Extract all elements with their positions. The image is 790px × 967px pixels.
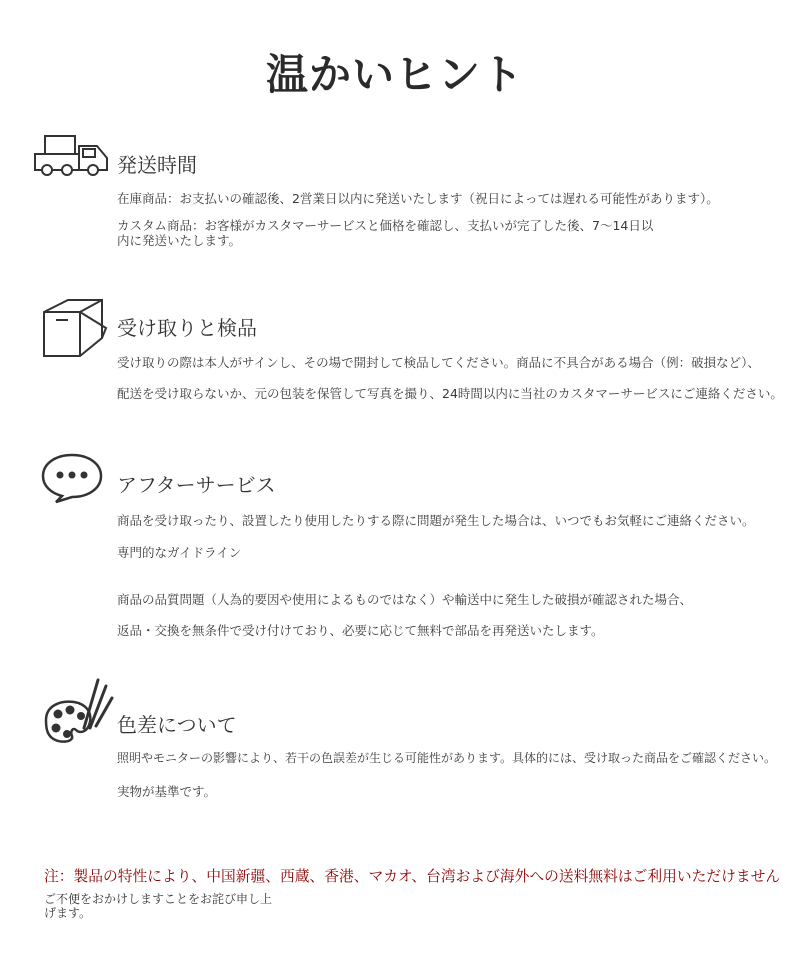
shipping-restriction-note: 注：製品の特性により、中国新疆、西蔵、香港、マカオ、台湾および海外への送料無料はご利用いただけません <box>44 868 781 885</box>
color-difference-text-1: 照明やモニターの影響により、若干の色誤差が生じる可能性があります。具体的には、受け取った商品をご確認ください。 <box>117 751 777 765</box>
after-sales-text-return: 返品・交換を無条件で受け付けており、必要に応じて無料で部品を再発送いたします。 <box>117 623 604 638</box>
apology-text: ご不便をおかけしますことをお詫び申し上げます。 <box>44 892 273 920</box>
package-box-icon <box>40 298 112 360</box>
section-heading-after-sales: アフターサービス <box>117 473 276 497</box>
chat-bubble-icon <box>40 452 104 504</box>
receiving-text-2: 配送を受け取らないか、元の包装を保管して写真を撮り、24時間以内に当社のカスタマーサービスにご連絡ください。 <box>117 386 783 401</box>
page-title: 温かいヒント <box>265 50 524 99</box>
section-heading-shipping: 発送時間 <box>117 153 197 177</box>
section-heading-color-difference: 色差について <box>117 713 237 737</box>
after-sales-text-guideline: 専門的なガイドライン <box>117 545 242 560</box>
after-sales-text-quality: 商品の品質問題（人為的要因や使用によるものではなく）や輸送中に発生した破損が確認された場合、 <box>117 592 693 607</box>
paint-palette-icon <box>40 676 114 746</box>
receiving-text-1: 受け取りの際は本人がサインし、その場で開封して検品してください。商品に不具合がある場合（例：破損など）、 <box>117 355 760 370</box>
truck-icon <box>33 132 113 180</box>
section-heading-receiving: 受け取りと検品 <box>117 316 257 340</box>
shipping-text-stock: 在庫商品：お支払いの確認後、2営業日以内に発送いたします（祝日によっては遅れる可能性があります）。 <box>117 191 719 206</box>
color-difference-text-2: 実物が基準です。 <box>117 784 217 799</box>
after-sales-text-contact: 商品を受け取ったり、設置したり使用したりする際に問題が発生した場合は、いつでもお気軽にご連絡ください。 <box>117 513 755 528</box>
shipping-text-custom: カスタム商品：お客様がカスタマーサービスと価格を確認し、支払いが完了した後、7〜14日以内に発送いたします。 <box>117 218 654 248</box>
